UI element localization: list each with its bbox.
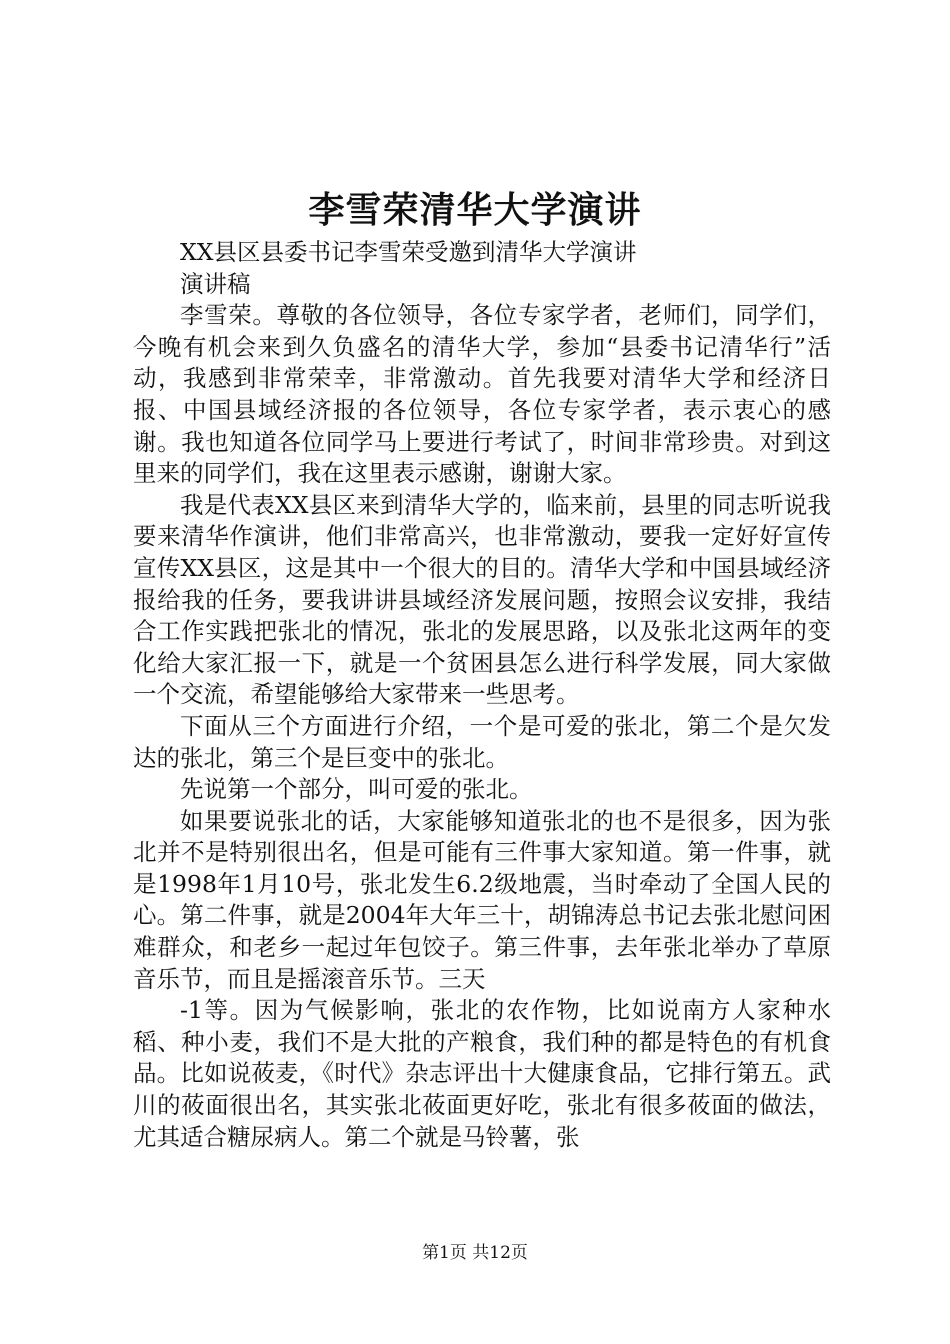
page-number-footer: 第1页 共12页 bbox=[422, 1243, 528, 1263]
document-title: 李雪荣清华大学演讲 bbox=[308, 189, 642, 231]
subtitle-line-2: 演讲稿 bbox=[180, 269, 251, 298]
paragraph-2: 我是代表XX县区来到清华大学的，临来前，县里的同志听说我要来清华作演讲，他们非常高兴，也非常激动，要我一定好好宣传宣传XX县区，这是其中一个很大的目的。清华大学和中国县域经济报给我的任务，要我讲讲县域经济发展问题，按照会议安排，我结合工作实践把张北的情况，张北的发展思路，以及张北这两年的变化给大家汇报一下，就是一个贫困县怎么进行科学发展，同大家做一个交流，希望能够给大家带来一些思考。 bbox=[133, 490, 831, 709]
document-body bbox=[133, 237, 831, 1153]
subtitle-line-1: XX县区县委书记李雪荣受邀到清华大学演讲 bbox=[180, 238, 637, 266]
paragraph-4: 先说第一个部分，叫可爱的张北。 bbox=[180, 775, 533, 804]
paragraph-5: 如果要说张北的话，大家能够知道张北的也不是很多，因为张北并不是特别很出名，但是可能有三件事大家知道。第一件事，就是1998年1月10号，张北发生6.2级地震，当时牵动了全国人民的心。第二件事，就是2004年大年三十，胡锦涛总书记去张北慰问困难群众，和老乡一起过年包饺子。第三件事，去年张北举办了草原音乐节，而且是摇滚音乐节。三天 bbox=[133, 806, 831, 993]
paragraph-3: 下面从三个方面进行介绍，一个是可爱的张北，第二个是欠发达的张北，第三个是巨变中的张北。 bbox=[133, 711, 831, 772]
paragraph-1: 李雪荣。尊敬的各位领导，各位专家学者，老师们，同学们，今晚有机会来到久负盛名的清华大学，参加“县委书记清华行”活动，我感到非常荣幸，非常激动。首先我要对清华大学和经济日报、中国县域经济报的各位领导，各位专家学者，表示衷心的感谢。我也知道各位同学马上要进行考试了，时间非常珍贵。对到这里来的同学们，我在这里表示感谢，谢谢大家。 bbox=[133, 301, 831, 488]
paragraph-6: -1等。因为气候影响，张北的农作物，比如说南方人家种水稻、种小麦，我们不是大批的产粮食，我们种的都是特色的有机食品。比如说莜麦，《时代》杂志评出十大健康食品，它排行第五。武川的莜面很出名，其实张北莜面更好吃，张北有很多莜面的做法，尤其适合糖尿病人。第二个就是马铃薯，张 bbox=[133, 996, 831, 1151]
